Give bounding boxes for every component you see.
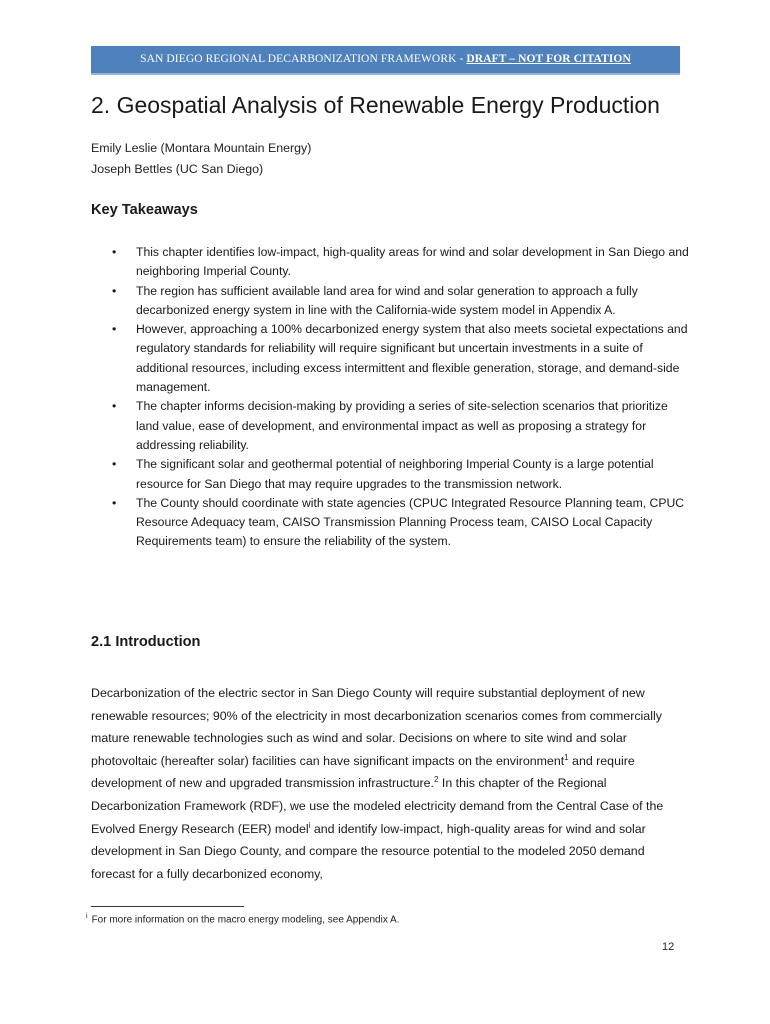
footnote xyxy=(86,913,400,925)
introduction-heading: 2.1 Introduction xyxy=(91,634,201,650)
key-takeaways-list xyxy=(91,243,691,552)
page-number: 12 xyxy=(662,941,675,953)
intro-text-3: In this chapter of the Regional Decarbonization Framework (RDF), we use the modeled electricity demand from the Central Case of the Evolved Energy Research (EER) model xyxy=(91,776,664,836)
takeaway-item: • The chapter informs decision-making by providing a series of site-selection scenarios that prioritize land value, ease of development, and environmental impact as well as proposing a strategy for addressing reliability. xyxy=(91,397,691,455)
author-1: Emily Leslie (Montara Mountain Energy) xyxy=(91,141,312,155)
intro-text-4: and identify low-impact, high-quality areas for wind and solar development in San Diego County, and compare the resource potential to the modeled 2050 demand forecast for a fully decarbonized economy, xyxy=(91,821,646,881)
key-takeaways-heading: Key Takeaways xyxy=(91,202,198,218)
takeaway-item: • This chapter identifies low-impact, high-quality areas for wind and solar development in San Diego and neighboring Imperial County. xyxy=(91,243,691,282)
header-banner xyxy=(91,46,680,75)
takeaway-item: • The significant solar and geothermal potential of neighboring Imperial County is a large potential resource for San Diego that may require upgrades to the transmission network. xyxy=(91,455,691,494)
takeaway-item: • The County should coordinate with state agencies (CPUC Integrated Resource Planning team, CPUC Resource Adequacy team, CAISO Transmission Planning Process team, CAISO Local Capacity Requirements team) to ensure the reliability of the system. xyxy=(91,494,691,552)
footnote-ref-i[interactable]: i xyxy=(308,820,311,830)
intro-text-2: and require development of new and upgraded transmission infrastructure. xyxy=(91,753,635,791)
takeaway-item: • However, approaching a 100% decarbonized energy system that also meets societal expectations and regulatory standards for reliability will require significant but uncertain investments in a suite of additional resources, including excess intermittent and flexible generation, storage, and demand-side management. xyxy=(91,320,691,397)
takeaway-item: • The region has sufficient available land area for wind and solar generation to approach a fully decarbonized energy system in line with the California-wide system model in Appendix A. xyxy=(91,282,691,321)
intro-text-1: Decarbonization of the electric sector in San Diego County will require substantial deployment of new renewable resources; 90% of the electricity in most decarbonization scenarios comes from commercially mature renewable technologies such as wind and solar. Decisions on where to site wind and solar photovoltaic (hereafter solar) facilities can have significant impacts on the environment xyxy=(91,686,662,768)
chapter-title: 2. Geospatial Analysis of Renewable Energy Production xyxy=(91,92,660,118)
footnote-text: For more information on the macro energy modeling, see Appendix A. xyxy=(91,914,400,926)
footnote-ref-1[interactable]: 1 xyxy=(564,752,569,762)
authors xyxy=(91,138,311,180)
footnote-marker: i xyxy=(86,913,88,920)
draft-notice: DRAFT – NOT FOR CITATION xyxy=(466,53,631,65)
introduction-paragraph xyxy=(91,682,686,885)
header-banner-text: SAN DIEGO REGIONAL DECARBONIZATION FRAMEWORK - xyxy=(140,53,467,65)
author-2: Joseph Bettles (UC San Diego) xyxy=(91,162,264,176)
footnote-ref-2[interactable]: 2 xyxy=(434,775,439,785)
footnote-separator xyxy=(91,906,244,907)
